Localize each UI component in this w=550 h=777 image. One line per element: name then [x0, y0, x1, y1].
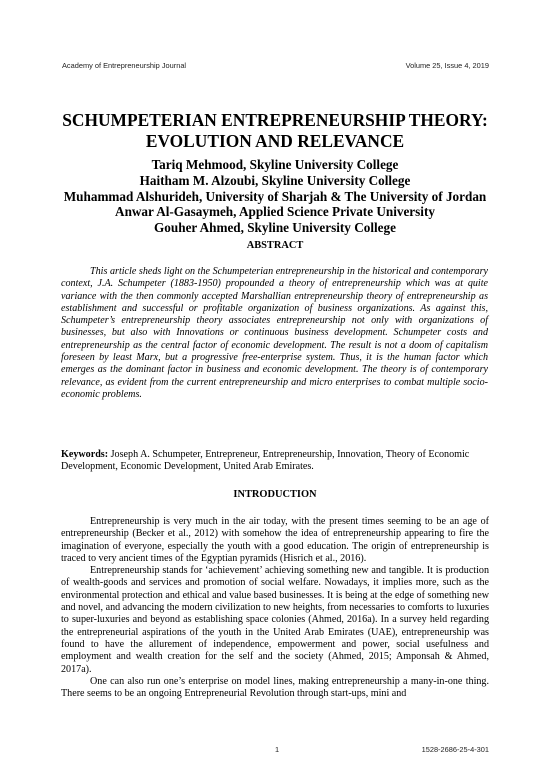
- introduction-body: [61, 516, 489, 700]
- abstract-text: This article sheds light on the Schumpeterian entrepreneurship in the historical and contemporary context, J.A. Schumpeter (1883-1950) propounded a theory of entrepreneurship which was at quite variance with the then commonly accepted Marshallian entrepreneurship theory of entrepreneurship as establishment and successful or profitable organization of business organizations. As against this, Schumpeter’s entrepreneurship theory associates entrepreneurship not only with organizations of businesses, but also with Innovations or continuous business development. Schumpeter costs and entrepreneurship as the central factor of economic development. The result is not a doom of capitalism foreseen by least Marx, but a progressive free-enterprise system. Thus, it is the human factor which emerges as the dominant factor in business and economic development. The theory is of contemporary relevance, as evident from the current entrepreneurship and micro enterprises to combat multiple socio-economic problems.: [61, 266, 488, 400]
- author-1: Tariq Mehmood, Skyline University College: [151, 157, 399, 172]
- running-header: [62, 61, 489, 70]
- author-5: Gouher Ahmed, Skyline University College: [154, 220, 396, 236]
- body-paragraph-1: Entrepreneurship is very much in the air today, with the present times seeming to be an age of entrepreneurship (Becker et al., 2012) with somehow the idea of entrepreneurship appearing to fire the imagination of everyone, especially the youth with a good education. The origin of entrepreneurship is traced to very ancient times of the Egyptian pyramids (Hisrich et al., 2016).: [61, 516, 489, 564]
- keywords-text: Joseph A. Schumpeter, Entrepreneur, Entrepreneurship, Innovation, Theory of Economic Development, Economic Development, United Arab Emirates.: [61, 449, 470, 473]
- title-line-2: EVOLUTION AND RELEVANCE: [145, 130, 405, 151]
- journal-name: Academy of Entrepreneurship Journal: [62, 61, 187, 70]
- author-4: Anwar Al-Gasaymeh, Applied Science Private University: [115, 204, 435, 220]
- title-line-1: SCHUMPETERIAN ENTREPRENEURSHIP THEORY:: [62, 110, 488, 130]
- keywords: [61, 449, 488, 474]
- author-list: [30, 157, 520, 236]
- author-2: Haitham M. Alzoubi, Skyline University College: [139, 172, 411, 188]
- volume-issue: Volume 25, Issue 4, 2019: [405, 61, 489, 70]
- keywords-label: Keywords:: [61, 449, 109, 460]
- body-paragraph-2: Entrepreneurship stands for ‘achievement’ achieving something new and tangible. It is production of wealth-goods and services and promotion of social welfare. Nowadays, it implies more, such as the environmental protection and ethical and value based businesses. It is being at the edge of something new and novel, and advancing the modern civilization to new heights, from necessaries to comforts to luxuries to super-luxuries and beyond as establishing space colonies (Ahmed, 2016a). In a survey held regarding the entrepreneurial aspirations of the youth in the United Arab Emirates (UAE), entrepreneurship was found to have the allurement of independence, empowerment and power, social usefulness and employment and wealth creation for the self and the society (Ahmed, 2015; Amponsah & Ahmed, 2017a).: [61, 565, 489, 675]
- introduction-heading: INTRODUCTION: [233, 489, 317, 500]
- abstract-heading: ABSTRACT: [246, 240, 304, 251]
- page-number: 1: [275, 745, 280, 754]
- author-3: Muhammad Alshurideh, University of Sharjah & The University of Jordan: [63, 188, 487, 204]
- paper-title: [40, 110, 510, 151]
- body-paragraph-3: One can also run one’s enterprise on model lines, making entrepreneurship a many-in-one thing. There seems to be an ongoing Entrepreneurial Revolution through start-ups, mini and: [61, 675, 489, 700]
- footer-issn: 1528-2686-25-4-301: [421, 745, 489, 754]
